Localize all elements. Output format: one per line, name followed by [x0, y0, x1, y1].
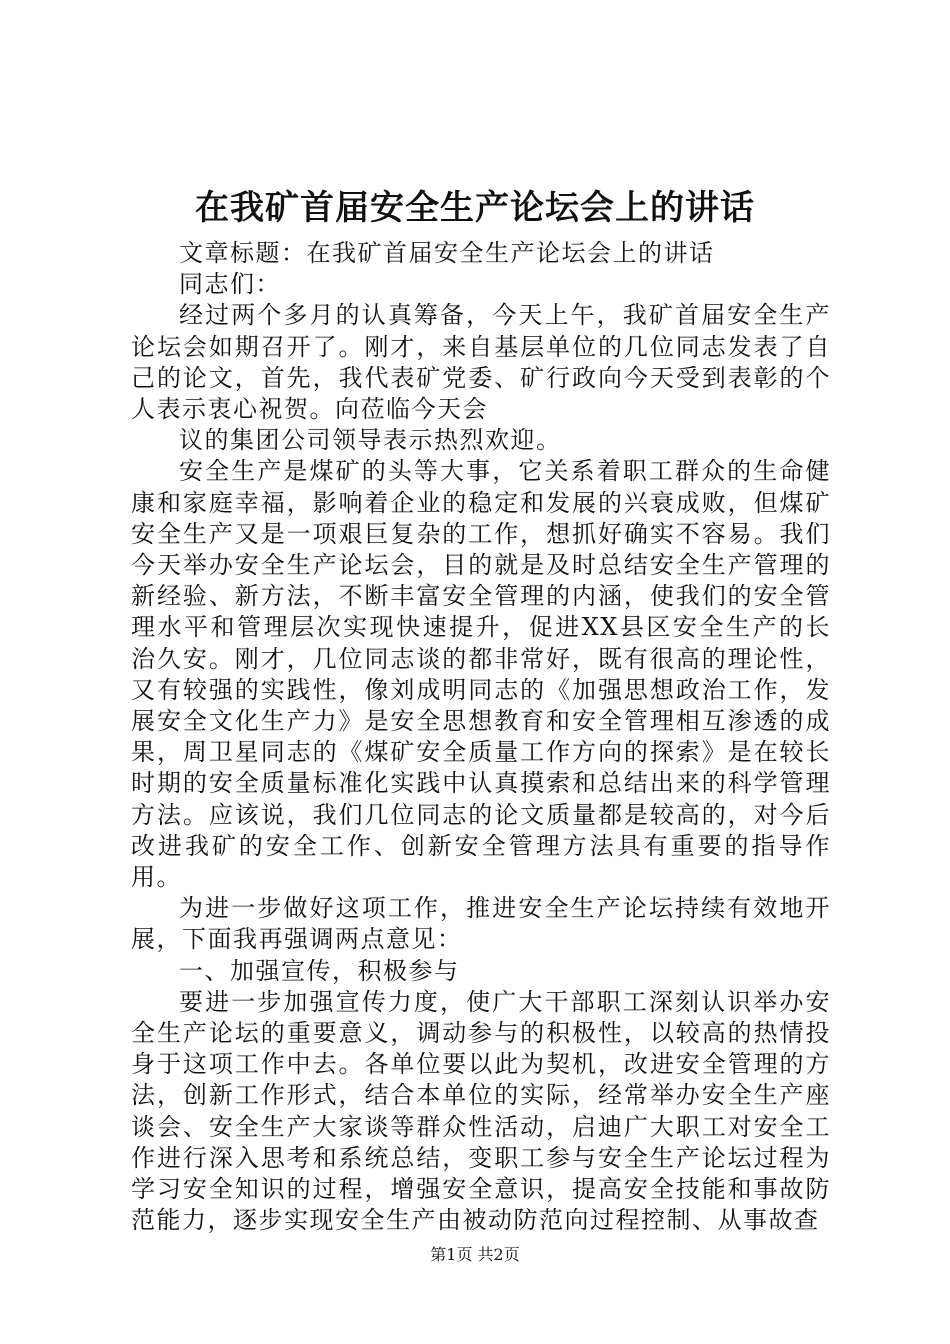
paragraph: 为进一步做好这项工作，推进安全生产论坛持续有效地开展，下面我再强调两点意见：	[131, 894, 831, 954]
salutation: 同志们：	[179, 270, 281, 299]
paragraph: 议的集团公司领导表示热烈欢迎。	[179, 426, 562, 455]
paragraph: 要进一步加强宣传力度，使广大干部职工深刻认识举办安全生产论坛的重要意义，调动参与的积极性，以较高的热情投身于这项工作中去。各单位要以此为契机，改进安全管理的方法，创新工作形式，结合本单位的实际，经常举办安全生产座谈会、安全生产大家谈等群众性活动，启迪广大职工对安全工作进行深入思考和系统总结，变职工参与安全生产论坛过程为学习安全知识的过程，增强安全意识，提高安全技能和事故防范能力，逐步实现安全生产由被动防范向过程控制、从事故查	[131, 987, 831, 1235]
paragraph: 安全生产是煤矿的头等大事，它关系着职工群众的生命健康和家庭幸福，影响着企业的稳定和发展的兴衰成败，但煤矿安全生产又是一项艰巨复杂的工作，想抓好确实不容易。我们今天举办安全生产论坛会，目的就是及时总结安全生产管理的新经验、新方法，不断丰富安全管理的内涵，使我们的安全管理水平和管理层次实现快速提升，促进XX县区安全生产的长治久安。刚才，几位同志谈的都非常好，既有很高的理论性，又有较强的实践性，像刘成明同志的《加强思想政治工作，发展安全文化生产力》是安全思想教育和安全管理相互渗透的成果，周卫星同志的《煤矿安全质量工作方向的探索》是在较长时期的安全质量标准化实践中认真摸索和总结出来的科学管理方法。应该说，我们几位同志的论文质量都是较高的，对今后改进我矿的安全工作、创新安全管理方法具有重要的指导作用。	[131, 457, 831, 892]
document-title: 在我矿首届安全生产论坛会上的讲话	[195, 188, 755, 228]
section-heading: 一、加强宣传，积极参与	[179, 956, 460, 985]
paragraph: 经过两个多月的认真筹备，今天上午，我矿首届安全生产论坛会如期召开了。刚才，来自基层单位的几位同志发表了自己的论文，首先，我代表矿党委、矿行政向今天受到表彰的个人表示衷心祝贺。向莅临今天会	[131, 301, 831, 424]
page-footer: 第1页 共2页	[430, 1245, 520, 1264]
article-title-line: 文章标题：在我矿首届安全生产论坛会上的讲话	[179, 239, 715, 267]
document-body	[131, 238, 831, 1237]
